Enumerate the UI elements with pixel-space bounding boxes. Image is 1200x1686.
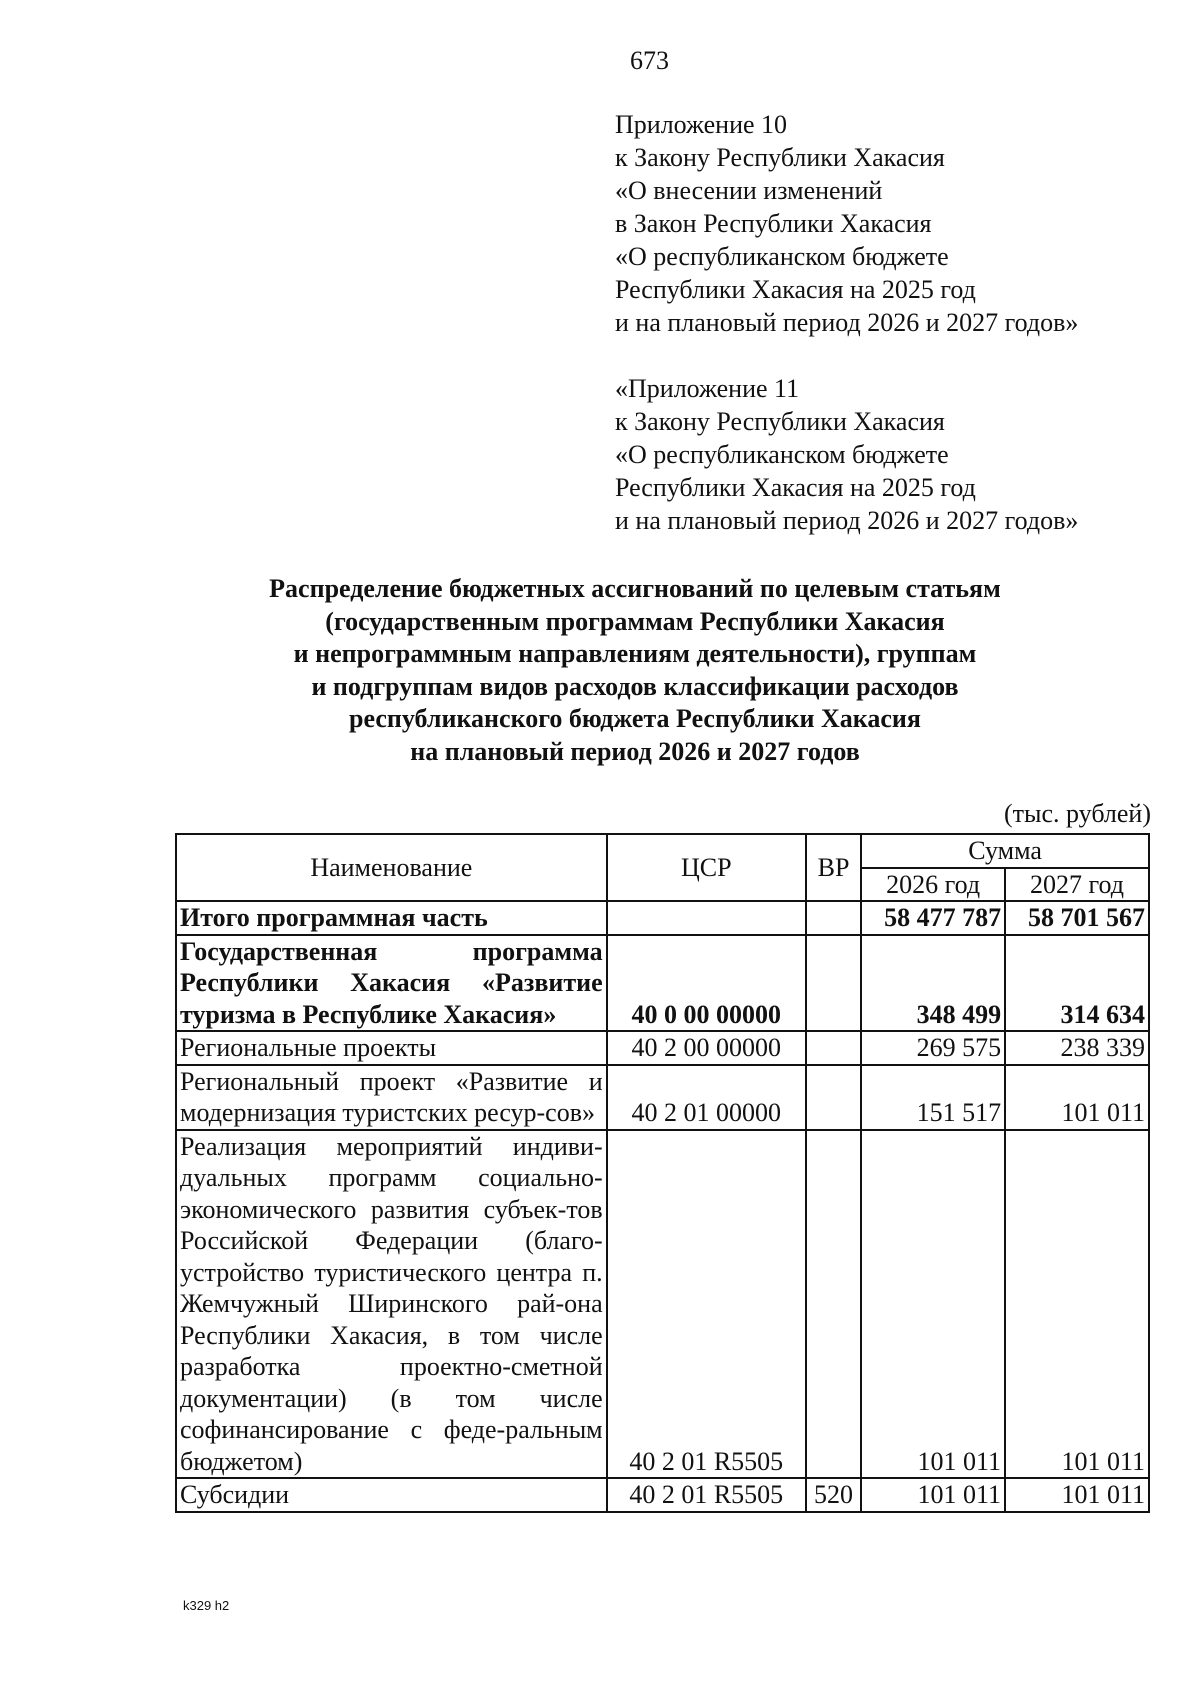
title-line: и непрограммным направлениям деятельности), группам — [293, 639, 977, 668]
row-amount-2027: 101 011 — [1005, 1065, 1149, 1130]
document-title — [175, 573, 1095, 768]
table-row — [176, 1478, 1149, 1512]
row-amount-2026: 348 499 — [861, 935, 1005, 1032]
row-name: Региональные проекты — [176, 1031, 607, 1065]
row-vr — [806, 1130, 861, 1479]
row-vr — [806, 1031, 861, 1065]
table-row — [176, 1031, 1149, 1065]
header-csr: ЦСР — [607, 834, 806, 901]
row-amount-2027: 238 339 — [1005, 1031, 1149, 1065]
row-vr — [806, 935, 861, 1032]
header-vr: ВР — [806, 834, 861, 901]
row-csr: 40 2 01 00000 — [607, 1065, 806, 1130]
page-number: 673 — [630, 46, 669, 75]
footer-code: k329 h2 — [183, 1598, 230, 1613]
header-sum: Сумма — [861, 834, 1149, 868]
appendix-10-header — [615, 108, 1078, 339]
title-line: (государственным программам Республики Хакасия — [325, 606, 945, 636]
row-csr: 40 0 00 00000 — [607, 935, 806, 1032]
appendix-line: Республики Хакасия на 2025 год — [615, 275, 976, 304]
row-amount-2026: 101 011 — [861, 1478, 1005, 1512]
appendix-line: к Закону Республики Хакасия — [615, 143, 945, 172]
row-vr — [806, 1065, 861, 1130]
appendix-line: в Закон Республики Хакасия — [615, 209, 932, 238]
table-row — [176, 935, 1149, 1032]
row-csr: 40 2 01 R5505 — [607, 1130, 806, 1479]
title-line: Распределение бюджетных ассигнований по целевым статьям — [269, 574, 1001, 603]
appendix-line: «О внесении изменений — [615, 176, 883, 205]
row-vr — [806, 901, 861, 935]
appendix-line: «О республиканском бюджете — [615, 440, 949, 469]
title-line: и подгруппам видов расходов классификации расходов — [311, 671, 959, 701]
appendix-line: «Приложение 11 — [615, 374, 800, 403]
row-amount-2026: 151 517 — [861, 1065, 1005, 1130]
appendix-line: Республики Хакасия на 2025 год — [615, 473, 976, 502]
header-year-2027: 2027 год — [1005, 868, 1149, 902]
table-row — [176, 1130, 1149, 1479]
appendix-11-header — [615, 372, 1078, 537]
row-csr: 40 2 01 R5505 — [607, 1478, 806, 1512]
title-line: на плановый период 2026 и 2027 годов — [410, 736, 860, 766]
row-amount-2026: 58 477 787 — [861, 901, 1005, 935]
header-name: Наименование — [176, 834, 607, 901]
appendix-line: «О республиканском бюджете — [615, 242, 949, 271]
appendix-line: Приложение 10 — [615, 110, 788, 139]
row-name: Субсидии — [176, 1478, 607, 1512]
units-label: (тыс. рублей) — [1003, 799, 1151, 828]
row-amount-2026: 101 011 — [861, 1130, 1005, 1479]
title-line: республиканского бюджета Республики Хакасия — [349, 704, 921, 733]
row-amount-2027: 101 011 — [1005, 1130, 1149, 1479]
row-name: Реализация мероприятий индиви-дуальных программ социально-экономического развития субъек-тов Российской Федерации (благо-устройство туристического центра п. Жемчужный Ширинского рай-она Республики Хакасия, в том числе разработка проектно-сметной документации) (в том числе софинансирование с феде-ральным бюджетом) — [176, 1130, 607, 1479]
row-name: Государственная программа Республики Хакасия «Развитие туризма в Республике Хакасия» — [176, 935, 607, 1032]
row-amount-2027: 314 634 — [1005, 935, 1149, 1032]
row-name: Региональный проект «Развитие и модернизация туристских ресур-сов» — [176, 1065, 607, 1130]
row-amount-2026: 269 575 — [861, 1031, 1005, 1065]
row-csr — [607, 901, 806, 935]
row-name: Итого программная часть — [176, 901, 607, 935]
table-row — [176, 901, 1149, 935]
row-amount-2027: 101 011 — [1005, 1478, 1149, 1512]
header-year-2026: 2026 год — [861, 868, 1005, 902]
row-amount-2027: 58 701 567 — [1005, 901, 1149, 935]
row-vr: 520 — [806, 1478, 861, 1512]
budget-table — [175, 833, 1150, 1513]
appendix-line: и на плановый период 2026 и 2027 годов» — [615, 506, 1079, 535]
appendix-line: и на плановый период 2026 и 2027 годов» — [615, 308, 1079, 337]
appendix-line: к Закону Республики Хакасия — [615, 407, 945, 436]
row-csr: 40 2 00 00000 — [607, 1031, 806, 1065]
table-row — [176, 1065, 1149, 1130]
